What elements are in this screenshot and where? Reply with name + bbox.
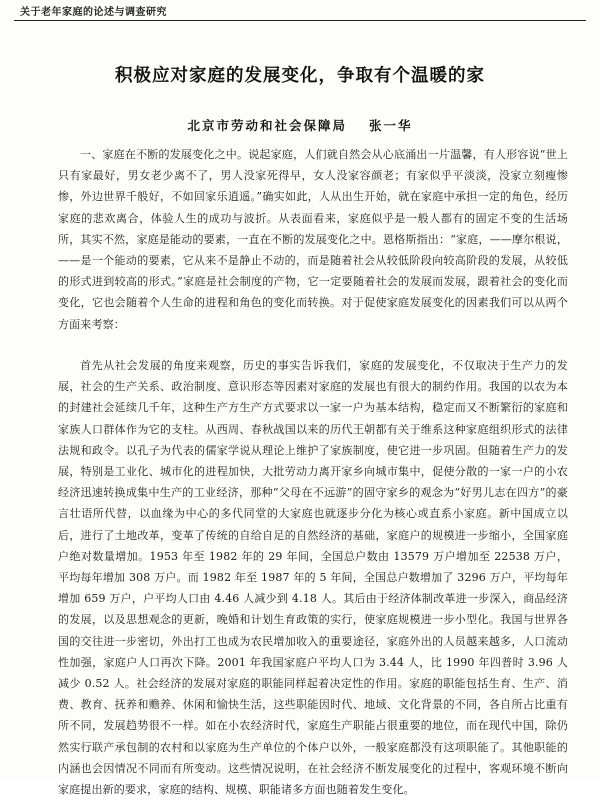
author-organization: 北京市劳动和社会保障局 <box>187 118 347 133</box>
body-paragraph: 一、家庭在不断的发展变化之中。说起家庭，人们就自然会从心底涌出一片温馨，有人形容说“世上只有家最好，男女老少离不了，男人没家死得早，女人没家容颜老；有家似乎平淡淡，没家立刻瘦惨惨，外边世界千般好，不如回家乐逍遥。”确实如此，人从出生开始，就在家庭中承担一定的角色，经历家庭的悲欢离合，体验人生的成功与波折。从表面看来，家庭似乎是一般人都有的固定不变的生活场所，其实不然，家庭是能动的要素，一直在不断的发展变化之中。恩格斯指出：“家庭，——摩尔根说，——是一个能动的要素，它从来不是静止不动的，而是随着社会从较低阶段向较高阶段的发展，从较低的形式进到较高的形式。”家庭是社会制度的产物，它一定要随着社会的发展而发展，跟着社会的变化而变化，它也会随着个人生命的进程和角色的变化而转换。对于促使家庭发展变化的因素我们可以从两个方面来考察： <box>58 148 568 331</box>
author-name: 张一华 <box>369 118 413 133</box>
article-title: 积极应对家庭的发展变化，争取有个温暖的家 <box>115 66 485 86</box>
running-header: 关于老年家庭的论述与调查研究 <box>20 7 167 18</box>
body-paragraph-1-block <box>58 144 568 335</box>
byline <box>0 116 600 134</box>
header-rule <box>14 20 586 21</box>
body-paragraph-2-block <box>58 355 568 800</box>
body-paragraph: 首先从社会发展的角度来观察，历史的事实告诉我们，家庭的发展变化，不仅取决于生产力的发展，社会的生产关系、政治制度、意识形态等因素对家庭的发展也有很大的制约作用。我国的以农为本的封建社会延续几千年，这种生产方生产方式要求以一家一户为基本结构，稳定而又不断繁衍的家庭和家族人口群体作为它的支柱。从西周、春秋战国以来的历代王朝都有关于维系这种家庭组织形式的法律法规和政令。以孔子为代表的儒家学说从理论上维护了家族制度，使它进一步巩固。但随着生产力的发展，特别是工业化、城市化的进程加快，大批劳动力离开家乡向城市集中，促使分散的一家一户的小农经济迅速转换成集中生产的工业经济，那种“父母在不远游”的固守家乡的观念为“好男儿志在四方”的豪言壮语所代替，以血缘为中心的多代同堂的大家庭也就逐步分化为核心或直系小家庭。新中国成立以后，进行了土地改革，变革了传统的自给自足的自然经济的基础，家庭户的规模进一步缩小，全国家庭户绝对数量增加。1953 年至 1982 年的 29 年间，全国总户数由 13579 万户增加至 22538 万户，平均每年增加 308 万户。而 1982 年至 1987 年的 5 年间，全国总户数增加了 3296 万户，平均每年增加 659 万户，户平均人口由 4.46 人减少到 4.18 人。其后由于经济体制改革进一步深入，商品经济的发展，以及思想观念的更新，晚婚和计划生育政策的实行，使家庭规模进一步小型化。我国与世界各国的交往进一步密切，外出打工也成为农民增加收入的重要途径，家庭外出的人员越来越多，人口流动性加强，家庭户人口再次下降。2001 年我国家庭户平均人口为 3.44 人，比 1990 年四普时 3.96 人减少 0.52 人。社会经济的发展对家庭的职能同样起着决定性的作用。家庭的职能包括生育、生产、消费、教育、抚养和赡养、休闲和愉快生活，这些职能因时代、地域、文化背景的不同，各自所占比重有所不同，发展趋势很不一样。如在小农经济时代，家庭生产职能占很重要的地位，而在现代中国，除仍然实行联产承包制的农村和以家庭为生产单位的个体户以外，一般家庭都没有这项职能了。其他职能的内涵也会因情况不同而有所变动。这些情况说明，在社会经济不断发展变化的过程中，客观环境不断向家庭提出新的要求，家庭的结构、规模、职能诸多方面也随着发生变化。 <box>58 359 568 797</box>
